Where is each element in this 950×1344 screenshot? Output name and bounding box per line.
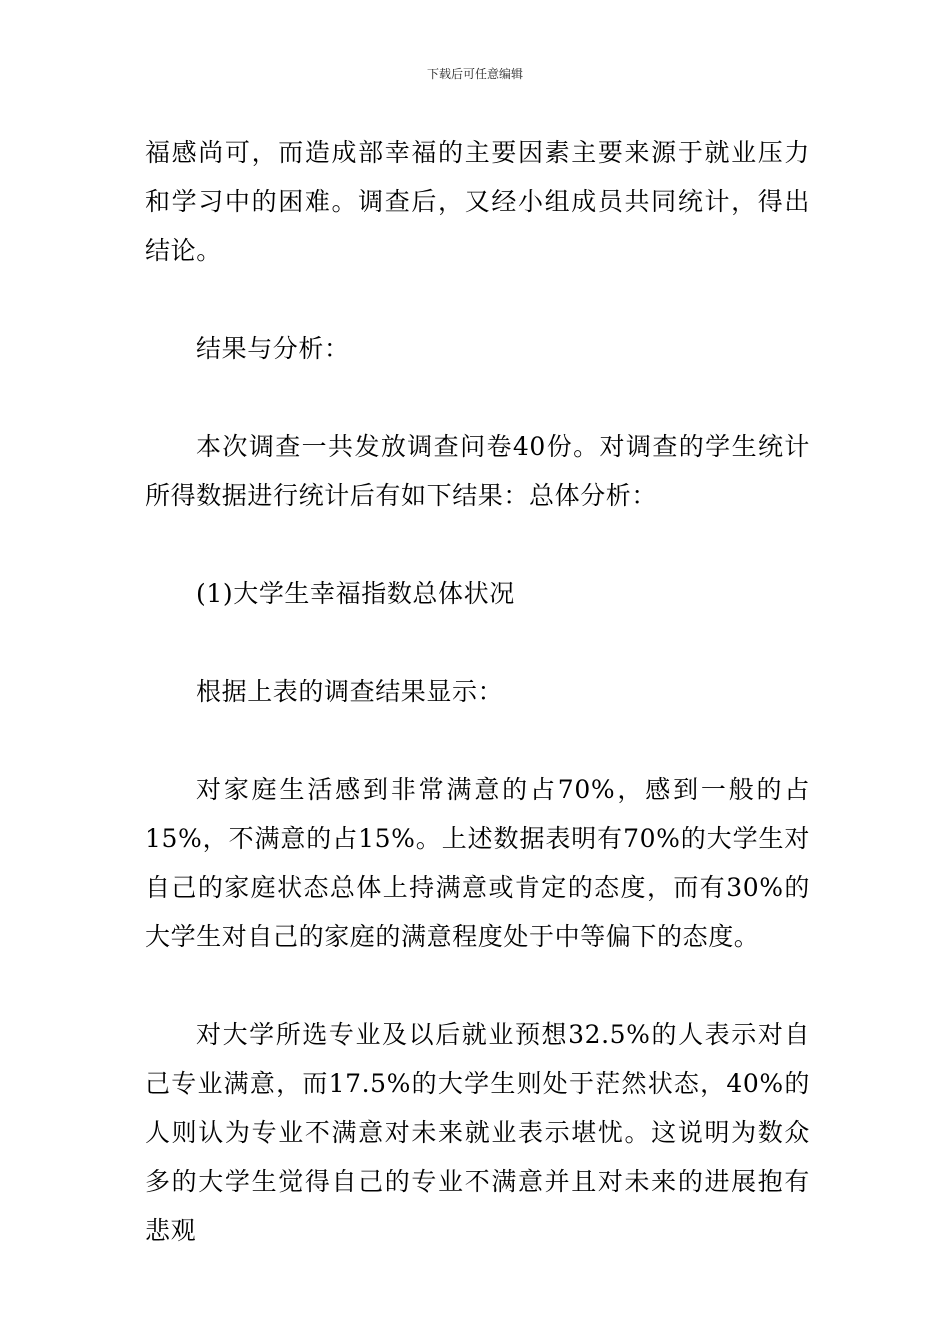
paragraph-spacer: [145, 520, 810, 569]
paragraph-spacer: [145, 716, 810, 765]
paragraph-survey-overview: 本次调查一共发放调查问卷40份。对调查的学生统计所得数据进行统计后有如下结果：总体分析：: [145, 432, 810, 510]
paragraph-table-intro: 根据上表的调查结果显示：: [196, 677, 504, 706]
page-header: 下载后可任意编辑: [426, 67, 523, 81]
paragraph-major-satisfaction: 对大学所选专业及以后就业预想32.5%的人表示对自己专业满意，而17.5%的大学生则处于茫然状态，40%的人则认为专业不满意对未来就业表示堪忧。这说明为数众多的大学生觉得自己的专业不满意并且对未来的进展抱有悲观: [145, 1020, 810, 1245]
paragraph-family-satisfaction: 对家庭生活感到非常满意的占70%，感到一般的占15%，不满意的占15%。上述数据表明有70%的大学生对自己的家庭状态总体上持满意或肯定的态度，而有30%的大学生对自己的家庭的满意程度处于中等偏下的态度。: [145, 775, 810, 951]
paragraph-continuation: 福感尚可，而造成部幸福的主要因素主要来源于就业压力和学习中的困难。调查后，又经小组成员共同统计，得出结论。: [145, 138, 810, 265]
document-body: [145, 128, 810, 1255]
paragraph-spacer: [145, 373, 810, 422]
section-heading-results: 结果与分析：: [196, 334, 350, 363]
paragraph-spacer: [145, 618, 810, 667]
subheading-happiness-index: (1)大学生幸福指数总体状况: [196, 579, 515, 608]
paragraph-spacer: [145, 275, 810, 324]
paragraph-spacer: [145, 961, 810, 1010]
